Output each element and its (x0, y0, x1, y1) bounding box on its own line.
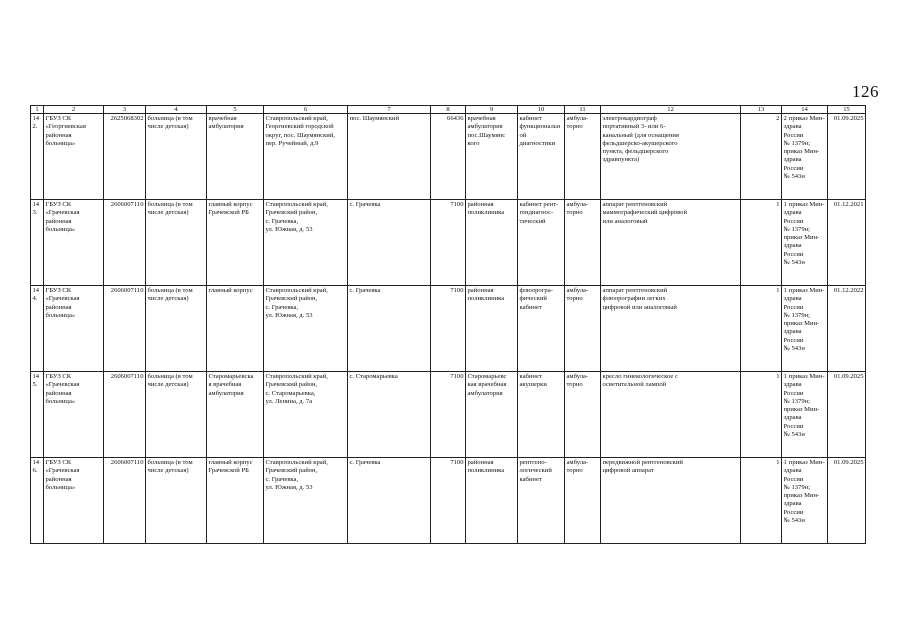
column-header: 6 (264, 106, 348, 114)
locality-cell: с. Грачевка (348, 458, 431, 544)
row-number: 142. (31, 114, 44, 200)
basis-text: приказ Мин- здрава России № 1379н; приказ Мин- здрава России № 543н (783, 287, 825, 353)
column-header: 8 (431, 106, 466, 114)
unit-cell: главный корпус Грачевской РБ (207, 458, 264, 544)
basis-cell (782, 200, 828, 286)
row-number: 143. (31, 200, 44, 286)
need-cell: 2 (741, 114, 782, 200)
department-cell: врачебная амбулатория пос.Шаумянс кого (466, 114, 518, 200)
organization-cell: ГБУЗ СК «Грачевская районная больница» (44, 372, 104, 458)
room-cell: кабинет акушерки (518, 372, 565, 458)
equipment-cell: передвижной рентгеновский цифровой аппарат (601, 458, 741, 544)
facility-type-cell: больница (в том числе детская) (146, 372, 207, 458)
column-header: 13 (741, 106, 782, 114)
need-cell: 1 (741, 372, 782, 458)
column-header: 4 (146, 106, 207, 114)
code-cell: 7100 (431, 372, 466, 458)
basis-cell (782, 458, 828, 544)
address-cell: Ставропольский край, Грачевский район, с. Грачевка, ул. Южная, д. 53 (264, 286, 348, 372)
column-header: 5 (207, 106, 264, 114)
room-cell: кабинет рент- гендиагнос- тический (518, 200, 565, 286)
organization-cell: ГБУЗ СК «Грачевская районная больница» (44, 458, 104, 544)
room-cell: кабинет функциональн ой диагностики (518, 114, 565, 200)
facility-type-cell: больница (в том числе детская) (146, 200, 207, 286)
unit-cell: главный корпус Грачевской РБ (207, 200, 264, 286)
care-mode-cell: амбула- торно (565, 458, 601, 544)
department-cell: Старомарьевс кая врачебная амбулатория (466, 372, 518, 458)
row-number: 144. (31, 286, 44, 372)
organization-cell: ГБУЗ СК «Грачевская районная больница» (44, 200, 104, 286)
quantity-value: 1 (783, 459, 787, 466)
need-cell: 1 (741, 286, 782, 372)
equipment-cell: аппарат рентгеновский флюорографии легких цифровой или аналоговый (601, 286, 741, 372)
facility-type-cell: больница (в том числе детская) (146, 458, 207, 544)
date-cell: 01.12.2022 (828, 286, 866, 372)
code-cell: 7100 (431, 200, 466, 286)
unit-cell: врачебная амбулатория (207, 114, 264, 200)
column-header: 10 (518, 106, 565, 114)
unit-cell: главный корпус (207, 286, 264, 372)
quantity-value: 1 (783, 373, 787, 380)
column-header: 9 (466, 106, 518, 114)
care-mode-cell: амбула- торно (565, 286, 601, 372)
address-cell: Ставропольский край, Грачевский район, с. Старомарьевка, ул. Ленина, д. 7а (264, 372, 348, 458)
column-header: 7 (348, 106, 431, 114)
date-cell: 01.12.2021 (828, 200, 866, 286)
row-number: 146. (31, 458, 44, 544)
column-header: 14 (782, 106, 828, 114)
locality-cell: пос. Шаумянский (348, 114, 431, 200)
table-row (31, 200, 866, 286)
column-header: 12 (601, 106, 741, 114)
room-cell: флюорогра- фический кабинет (518, 286, 565, 372)
quantity-value: 1 (783, 287, 787, 294)
room-cell: рентгено- логический кабинет (518, 458, 565, 544)
column-header: 15 (828, 106, 866, 114)
inn-cell: 2606007110 (104, 200, 146, 286)
basis-text: приказ Мин- здрава России № 1379н; приказ Мин- здрава России № 543н (783, 459, 825, 525)
column-header: 1 (31, 106, 44, 114)
department-cell: районная поликлиника (466, 286, 518, 372)
column-header: 3 (104, 106, 146, 114)
inn-cell: 2606007110 (104, 372, 146, 458)
inn-cell: 2606007110 (104, 458, 146, 544)
address-cell: Ставропольский край, Георгиевский городской округ, пос. Шаумянский, пер. Ручейный, д.9 (264, 114, 348, 200)
need-cell: 1 (741, 200, 782, 286)
date-cell: 01.09.2025 (828, 372, 866, 458)
equipment-registry-table (30, 105, 866, 544)
column-header: 2 (44, 106, 104, 114)
basis-cell (782, 114, 828, 200)
care-mode-cell: амбула- торно (565, 200, 601, 286)
quantity-value: 2 (783, 115, 787, 122)
locality-cell: с. Грачевка (348, 286, 431, 372)
date-cell: 01.09.2025 (828, 114, 866, 200)
row-number: 145. (31, 372, 44, 458)
column-header: 11 (565, 106, 601, 114)
need-cell: 1 (741, 458, 782, 544)
equipment-cell: кресло гинекологическое с осветительной лампой (601, 372, 741, 458)
organization-cell: ГБУЗ СК «Грачевская районная больница» (44, 286, 104, 372)
unit-cell: Старомарьевска я врачебная амбулатория (207, 372, 264, 458)
quantity-value: 1 (783, 201, 787, 208)
locality-cell: с. Грачевка (348, 200, 431, 286)
table-row (31, 286, 866, 372)
address-cell: Ставропольский край, Грачевский район, с. Грачевка, ул. Южная, д. 53 (264, 458, 348, 544)
facility-type-cell: больница (в том числе детская) (146, 114, 207, 200)
table-row (31, 114, 866, 200)
basis-text: приказ Мин- здрава России № 1379н; приказ Мин- здрава России № 543н (783, 373, 825, 439)
inn-cell: 2625068302 (104, 114, 146, 200)
locality-cell: с. Старомарьевка (348, 372, 431, 458)
address-cell: Ставропольский край, Грачевский район, с. Грачевка, ул. Южная, д. 53 (264, 200, 348, 286)
table-row (31, 372, 866, 458)
basis-text: приказ Мин- здрава России № 1379н; приказ Мин- здрава России № 543н (783, 201, 825, 267)
organization-cell: ГБУЗ СК «Георгиевская районная больница» (44, 114, 104, 200)
equipment-cell: аппарат рентгеновский маммографический цифровой или аналоговый (601, 200, 741, 286)
basis-cell (782, 286, 828, 372)
code-cell: 7100 (431, 286, 466, 372)
department-cell: районная поликлиника (466, 200, 518, 286)
equipment-cell: электрокардиограф портативный 3- или 6- канальный (для оснащения фельдшерско-акушерского пункта, фельдшерского здравпункта) (601, 114, 741, 200)
care-mode-cell: амбула- торно (565, 114, 601, 200)
facility-type-cell: больница (в том числе детская) (146, 286, 207, 372)
table-row (31, 458, 866, 544)
basis-text: приказ Мин- здрава России № 1379н; приказ Мин- здрава России № 543н (783, 115, 825, 181)
code-cell: 66436 (431, 114, 466, 200)
department-cell: районная поликлиника (466, 458, 518, 544)
page-number: 126 (852, 82, 879, 101)
code-cell: 7100 (431, 458, 466, 544)
basis-cell (782, 372, 828, 458)
column-number-row (31, 106, 866, 114)
date-cell: 01.09.2025 (828, 458, 866, 544)
care-mode-cell: амбула- торно (565, 372, 601, 458)
inn-cell: 2606007110 (104, 286, 146, 372)
